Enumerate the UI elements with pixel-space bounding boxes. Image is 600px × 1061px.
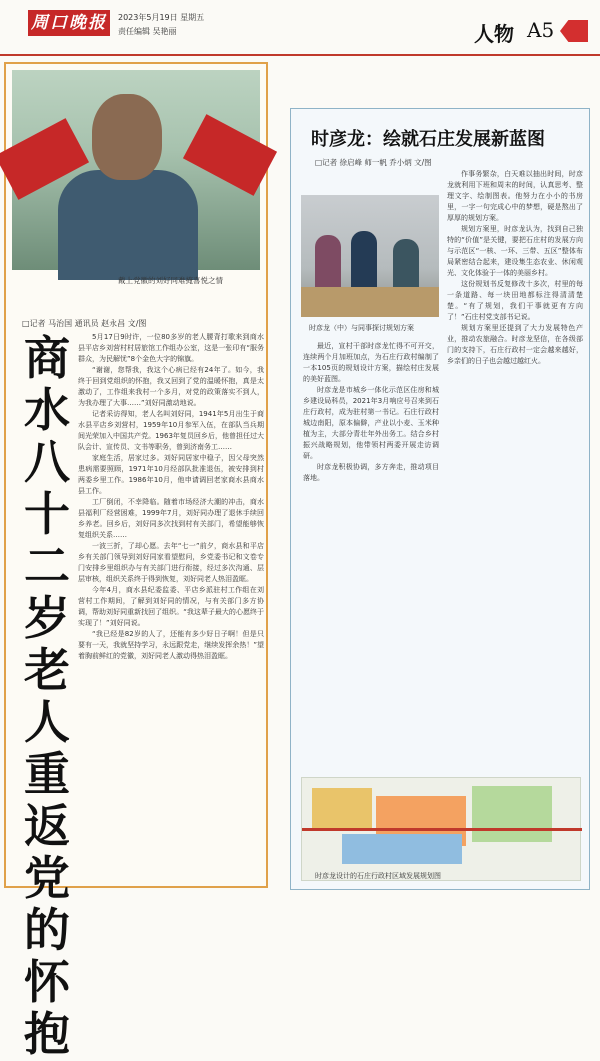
left-article bbox=[4, 62, 268, 1061]
left-headline bbox=[20, 332, 74, 1060]
responsible-editor: 责任编辑 吴艳丽 bbox=[118, 27, 177, 36]
headline-char: 二 bbox=[24, 539, 70, 593]
right-article-body-col2 bbox=[447, 169, 583, 773]
left-byline: □记者 马治国 通讯员 赵永昌 文/图 bbox=[22, 319, 147, 328]
headline-char: 老 bbox=[24, 643, 70, 697]
headline-char: 的 bbox=[24, 903, 70, 957]
headline-char: 商 bbox=[24, 331, 70, 385]
section-name: 人物 bbox=[474, 22, 514, 46]
right-article bbox=[290, 108, 590, 890]
headline-char: 返 bbox=[24, 799, 70, 853]
paragraph: 今年4月，商水县纪委监委、平店乡派驻村工作组在刘营村工作期间，了解到刘好同的情况，与有关部门多方协调，帮助刘好同重新找回了组织。“我这辈子最大的心愿终于实现了！”刘好同说。 bbox=[78, 586, 264, 627]
paragraph: “谢谢，您帮我，我这个心病已经有24年了。如今，我终于回到党组织的怀抱，我又回到了党的温暖怀抱，真是太激动了，工作组来我村一个多月，对党的政策落实不到人，为我办理了大事……”刘好同激动地说。 bbox=[78, 366, 264, 407]
paragraph: 规划方案里还提到了大力发展特色产业，推动农旅融合。时彦龙坚信，在各级部门的支持下，石庄行政村一定会越来越好，乡亲们的日子也会越过越红火。 bbox=[447, 324, 583, 365]
headline-char: 党 bbox=[24, 851, 70, 905]
masthead bbox=[0, 0, 600, 56]
meeting-table bbox=[301, 287, 439, 317]
issue-date: 2023年5月19日 星期五 bbox=[118, 13, 205, 22]
paragraph: 记者采访得知，老人名叫刘好同，1941年5月出生于商水县平店乡刘营村，1959年10月参军入伍，在部队当兵期间光荣加入中国共产党。1963年复员回乡后，他曾担任过大队会计、宣传员、文书等职务，曾到济南务工…… bbox=[78, 410, 264, 451]
headline-char: 怀 bbox=[24, 955, 70, 1009]
headline-char: 岁 bbox=[24, 591, 70, 645]
right-article-body-col1 bbox=[303, 341, 439, 773]
paragraph: 5月17日9时许，一位80多岁的老人腰背打歌来到商水县平店乡刘营村村居旅馆工作组办公室，这是一张印有“服务群众，为民解忧”8个金色大字的锦旗。 bbox=[78, 333, 264, 363]
paragraph: 时彦龙积极协调，多方奔走，推动项目落地。 bbox=[303, 463, 439, 482]
headline-char: 人 bbox=[24, 695, 70, 749]
right-byline: □记者 徐启峰 师一帆 乔小炳 文/图 bbox=[315, 158, 432, 167]
paragraph: “我已经是82岁的人了，还能有多少好日子啊！但是只要有一天，我就坚持学习，永远跟党走，继续发挥余热！”望着胸前鲜红的党徽，刘好同老人激动得热泪盈眶。 bbox=[78, 630, 264, 660]
elder-photo bbox=[12, 70, 260, 270]
planning-photo bbox=[301, 195, 439, 317]
headline-char: 水 bbox=[24, 383, 70, 437]
paragraph: 规划方案里，时彦龙认为，找到自己独特的“价值”是关键，要把石庄村的发展方向与示范区“一核、一环、三带、五区”整体布局紧密结合起来，建设集生态农业、休闲观光、文化体验于一体的美丽乡村。 bbox=[447, 225, 583, 277]
left-article-body bbox=[78, 332, 264, 884]
paragraph: 时彦龙是市城乡一体化示范区住房和城乡建设局科员，2021年3月响应号召来到石庄行政村，成为驻村第一书记。石庄行政村城边南阳，原本偏僻，产业以小麦、玉米种植为主，大部分青壮年外出务工。结合乡村振兴战略规划，他带领村两委开展走访调研。 bbox=[303, 386, 439, 460]
newspaper-logo: 周口晚报 bbox=[28, 10, 110, 36]
headline-char: 十 bbox=[24, 487, 70, 541]
paragraph: 工厂倒闭，不幸降临。随着市场经济大潮的冲击，商水县福利厂经营困难，1999年7月，刘好同办理了退休手续回乡养老。回乡后，刘好同多次找到村有关部门，希望能够恢复组织关系…… bbox=[78, 498, 264, 539]
section-arrow-icon bbox=[560, 20, 588, 42]
paragraph: 家庭生活，居家过多。刘好同居家中稳子，因父母突然患病需要照顾，1971年10月经部队批准退伍，被安排到村两委乡里工作。1986年10月，他申请调回老家商水县商水县工作。 bbox=[78, 454, 264, 495]
headline-char: 重 bbox=[24, 747, 70, 801]
headline-char: 八 bbox=[24, 435, 70, 489]
planning-photo-caption: 时彦龙（中）与同事探讨规划方案 bbox=[309, 324, 414, 332]
map-caption: 时彦龙设计的石庄行政村区域发展规划图 bbox=[315, 872, 441, 880]
map-zone bbox=[312, 788, 372, 828]
map-zone bbox=[472, 786, 552, 842]
village-plan-map bbox=[301, 777, 581, 881]
headline-char: 抱 bbox=[24, 1007, 70, 1061]
map-road bbox=[302, 828, 582, 831]
map-zone bbox=[342, 834, 462, 864]
elder-photo-caption: 戴上党徽的刘好同难掩喜悦之情 bbox=[118, 276, 223, 285]
right-headline: 时彦龙：绘就石庄发展新蓝图 bbox=[311, 129, 545, 150]
paragraph: 这份规划书反复修改十多次，村里的每一条道路、每一块田地都标注得清清楚楚。“有了规划，我们干事就更有方向了！”石庄村党支部书记说。 bbox=[447, 280, 583, 321]
page-number: A5 bbox=[527, 18, 555, 42]
elder-figure-body bbox=[58, 170, 198, 280]
paragraph: 一波三折，了却心愿。去年“七一”前夕，商水县和平店乡有关部门领导到刘好同家看望慰问，乡党委书记和文卷专门安排乡里组织办与有关部门进行衔接，经过多次沟通、层层审核，组织关系终于得到恢复，刘好同老人热泪盈眶。 bbox=[78, 542, 264, 583]
elder-figure-head bbox=[92, 94, 162, 180]
paragraph: 最近，宣村干部时彦龙忙得不可开交，连续两个月加班加点，为石庄行政村编制了一本105页的规划设计方案，描绘村庄发展的美好蓝图。 bbox=[303, 342, 439, 383]
paragraph: 作事务繁杂，白天难以抽出时间，时彦龙就利用下班和周末的时间，认真思考、整理文字、绘制图表。他努力在小小的书房里，一字一句完成心中的梦想，硬是熬出了厚厚的规划方案。 bbox=[447, 170, 583, 222]
red-flag-right bbox=[183, 114, 277, 196]
